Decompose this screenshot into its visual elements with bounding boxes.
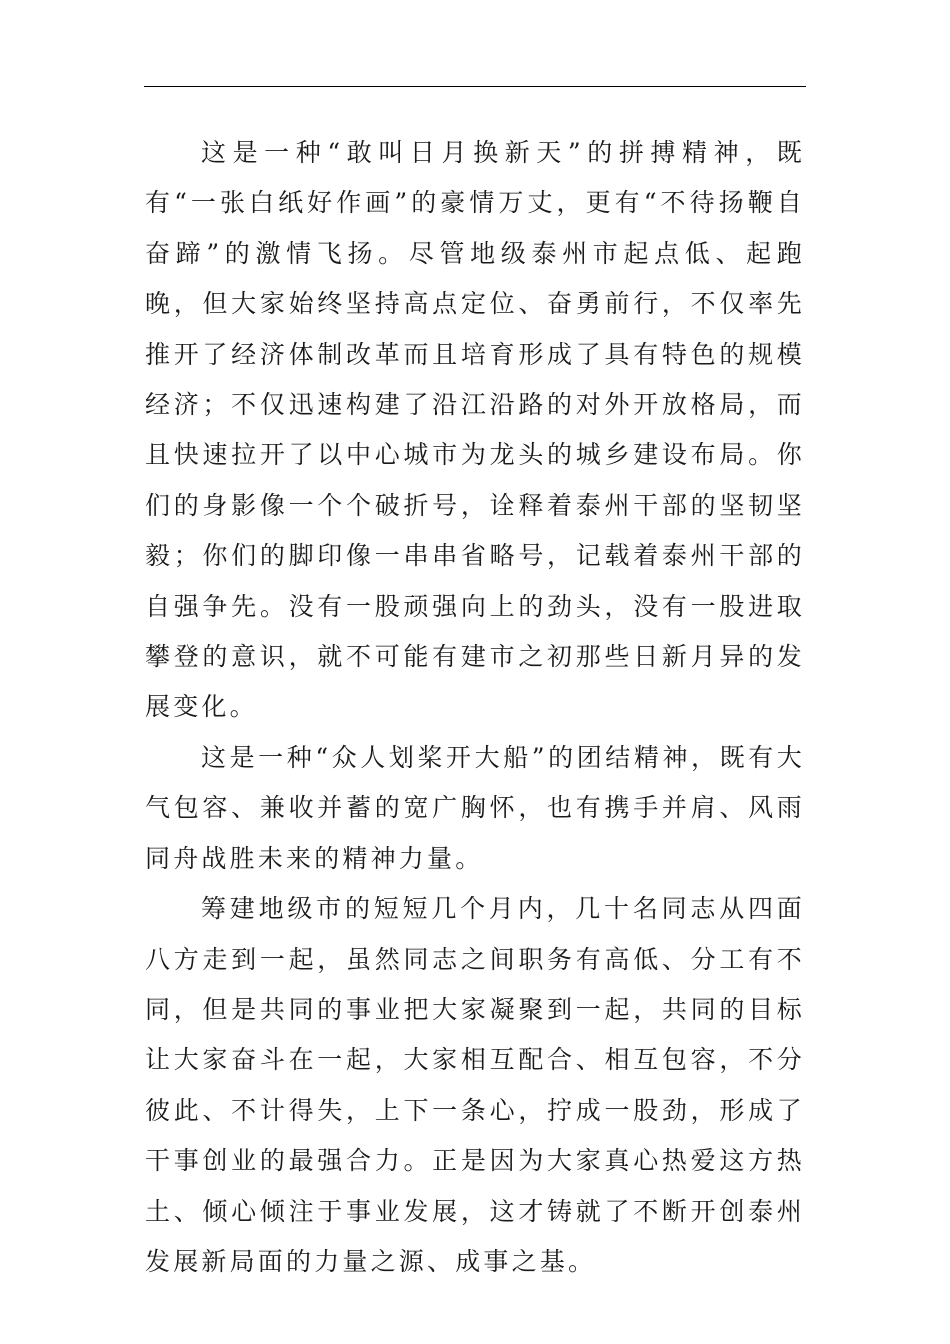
- paragraph-founding-months: 筹建地级市的短短几个月内，几十名同志从四面八方走到一起，虽然同志之间职务有高低、分工有不同，但是共同的事业把大家凝聚到一起，共同的目标让大家奋斗在一起，大家相互配合、相互包容，不分彼此、不计得失，上下一条心，拧成一股劲，形成了干事创业的最强合力。正是因为大家真心热爱这方热土、倾心倾注于事业发展，这才铸就了不断开创泰州发展新局面的力量之源、成事之基。: [145, 894, 805, 1276]
- header-rule: [144, 86, 806, 87]
- document-body: [145, 128, 805, 1287]
- paragraph-spirit-of-unity: 这是一种“众人划桨开大船”的团结精神，既有大气包容、兼收并蓄的宽广胸怀，也有携手并肩、风雨同舟战胜未来的精神力量。: [145, 742, 805, 873]
- paragraph-spirit-of-struggle: 这是一种“敢叫日月换新天”的拼搏精神，既有“一张白纸好作画”的豪情万丈，更有“不待扬鞭自奋蹄”的激情飞扬。尽管地级泰州市起点低、起跑晚，但大家始终坚持高点定位、奋勇前行，不仅率先推开了经济体制改革而且培育形成了具有特色的规模经济；不仅迅速构建了沿江沿路的对外开放格局，而且快速拉开了以中心城市为龙头的城乡建设布局。你们的身影像一个个破折号，诠释着泰州干部的坚韧坚毅；你们的脚印像一串串省略号，记载着泰州干部的自强争先。没有一股顽强向上的劲头，没有一股进取攀登的意识，就不可能有建市之初那些日新月异的发展变化。: [145, 138, 805, 722]
